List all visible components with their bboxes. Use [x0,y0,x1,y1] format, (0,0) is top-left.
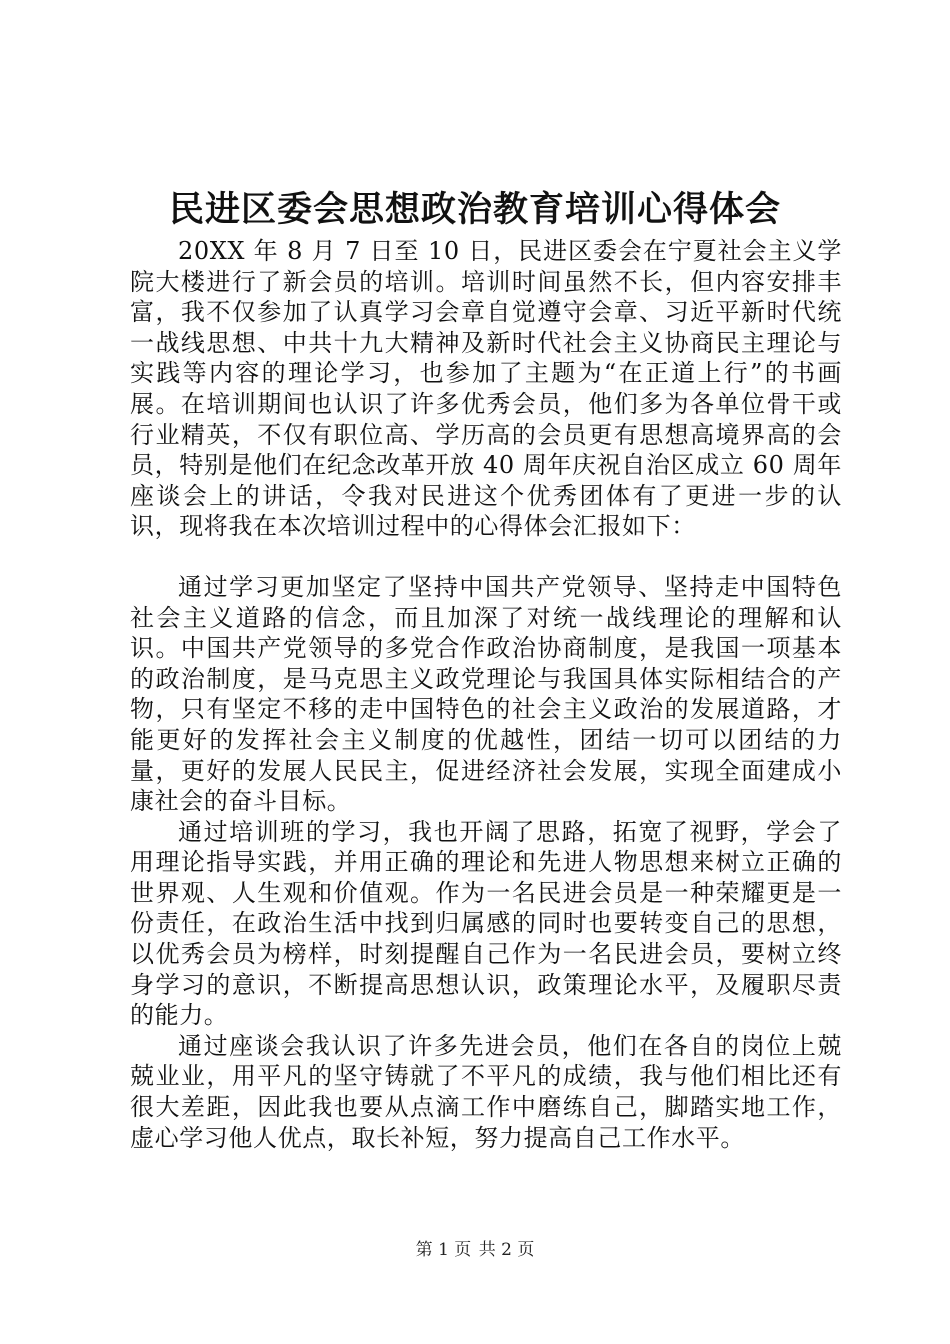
paragraph-study: 通过培训班的学习，我也开阔了思路，拓宽了视野，学会了用理论指导实践，并用正确的理论和先进人物思想来树立正确的世界观、人生观和价值观。作为一名民进会员是一种荣耀更是一份责任，在政治生活中找到归属感的同时也要转变自己的思想，以优秀会员为榜样，时刻提醒自己作为一名民进会员，要树立终身学习的意识，不断提高思想认识，政策理论水平，及履职尽责的能力。 [130,817,842,1030]
paragraph-seminar: 通过座谈会我认识了许多先进会员，他们在各自的岗位上兢兢业业，用平凡的坚守铸就了不平凡的成绩，我与他们相比还有很大差距，因此我也要从点滴工作中磨练自己，脚踏实地工作，虚心学习他人优点，取长补短，努力提高自己工作水平。 [130,1031,842,1152]
page-footer [0,1238,950,1262]
paragraph-spacer [130,542,842,572]
paragraph-belief: 通过学习更加坚定了坚持中国共产党领导、坚持走中国特色社会主义道路的信念，而且加深了对统一战线理论的理解和认识。中国共产党领导的多党合作政治协商制度，是我国一项基本的政治制度，是马克思主义政党理论与我国具体实际相结合的产物，只有坚定不移的走中国特色的社会主义政治的发展道路，才能更好的发挥社会主义制度的优越性，团结一切可以团结的力量，更好的发展人民民主，促进经济社会发展，实现全面建成小康社会的奋斗目标。 [130,572,842,816]
document-body [130,236,842,1153]
page-total: 共 2 页 [478,1240,535,1260]
page-number: 第 1 页 [415,1240,472,1260]
document-title: 民进区委会思想政治教育培训心得体会 [168,189,781,230]
paragraph-intro: 20XX 年 8 月 7 日至 10 日，民进区委会在宁夏社会主义学院大楼进行了新会员的培训。培训时间虽然不长，但内容安排丰富，我不仅参加了认真学习会章自觉遵守会章、习近平新时代统一战线思想、中共十九大精神及新时代社会主义协商民主理论与实践等内容的理论学习，也参加了主题为“在正道上行”的书画展。在培训期间也认识了许多优秀会员，他们多为各单位骨干或行业精英，不仅有职位高、学历高的会员更有思想高境界高的会员，特别是他们在纪念改革开放 40 周年庆祝自治区成立 60 周年座谈会上的讲话，令我对民进这个优秀团体有了更进一步的认识，现将我在本次培训过程中的心得体会汇报如下： [130,237,842,541]
